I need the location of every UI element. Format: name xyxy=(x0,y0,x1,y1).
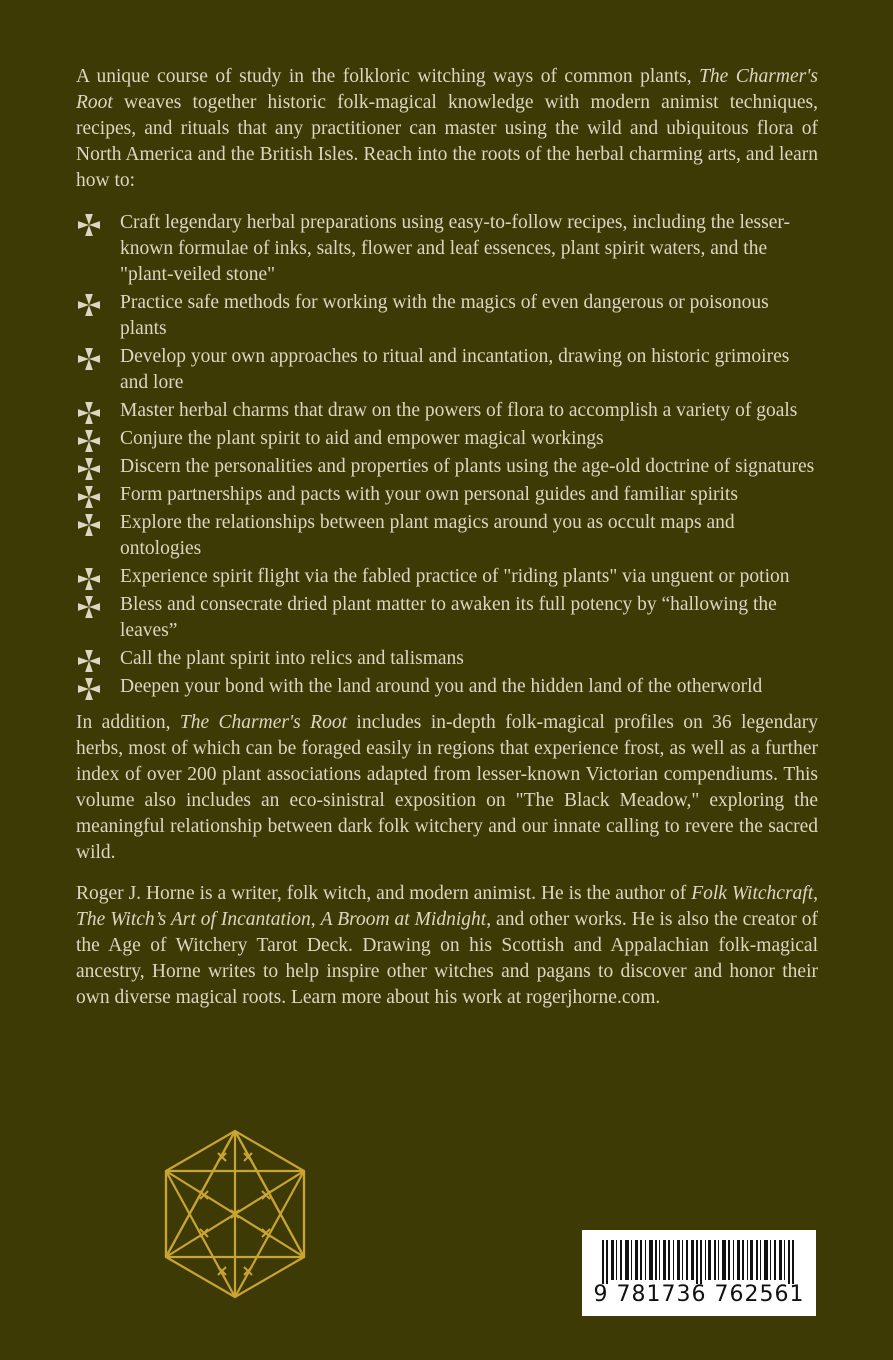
list-item: Explore the relationships between plant magics around you as occult maps and ontologies xyxy=(76,510,818,562)
cross-pattee-icon xyxy=(78,568,100,590)
list-item: Experience spirit flight via the fabled practice of "riding plants" via unguent or potion xyxy=(76,564,818,590)
list-item: Master herbal charms that draw on the powers of flora to accomplish a variety of goals xyxy=(76,398,818,424)
cross-pattee-icon xyxy=(78,294,100,316)
cross-pattee-icon xyxy=(78,348,100,370)
cross-pattee-icon xyxy=(78,486,100,508)
isbn-barcode xyxy=(582,1230,816,1316)
cross-pattee-icon xyxy=(78,678,100,700)
book-title: The Witch’s Art of Incantation xyxy=(76,909,311,930)
cross-pattee-icon xyxy=(78,650,100,672)
list-item: Call the plant spirit into relics and talismans xyxy=(76,646,818,672)
cross-pattee-icon xyxy=(78,458,100,480)
list-item: Form partnerships and pacts with your own personal guides and familiar spirits xyxy=(76,482,818,508)
book-title: The Charmer's Root xyxy=(76,66,818,113)
hexagon-star-emblem-icon xyxy=(160,1125,310,1303)
list-item: Bless and consecrate dried plant matter to awaken its full potency by “hallowing the leaves” xyxy=(76,592,818,644)
cross-pattee-icon xyxy=(78,596,100,618)
intro-paragraph: A unique course of study in the folkloric witching ways of common plants, The Charmer's Root weaves together historic folk-magical knowledge with modern animist techniques, recipes, and rituals that any practitioner can master using the wild and ubiquitous flora of North America and the British Isles. Reach into the roots of the herbal charming arts, and learn how to: xyxy=(76,66,818,191)
list-item: Develop your own approaches to ritual and incantation, drawing on historic grimoires and lore xyxy=(76,344,818,396)
learn-list xyxy=(76,210,818,700)
addition-paragraph: In addition, The Charmer's Root includes in-depth folk-magical profiles on 36 legendary herbs, most of which can be foraged easily in regions that experience frost, as well as a further index of over 200 plant associations adapted from lesser-known Victorian compendiums. This volume also includes an eco-sinistral exposition on "The Black Meadow," exploring the meaningful relationship between dark folk witchery and our innate calling to revere the sacred wild. xyxy=(76,712,818,863)
list-item: Craft legendary herbal preparations using easy-to-follow recipes, including the lesser-known formulae of inks, salts, flower and leaf essences, plant spirit waters, and the "plant-veiled stone" xyxy=(76,210,818,288)
back-cover-text xyxy=(76,64,818,1026)
isbn-number: 9 781736 762561 xyxy=(593,1282,805,1307)
book-title: A Broom at Midnight xyxy=(320,909,487,930)
list-item: Discern the personalities and properties of plants using the age-old doctrine of signatures xyxy=(76,454,818,480)
list-item: Deepen your bond with the land around you and the hidden land of the otherworld xyxy=(76,674,818,700)
list-item: Conjure the plant spirit to aid and empower magical workings xyxy=(76,426,818,452)
author-bio: Roger J. Horne is a writer, folk witch, and modern animist. He is the author of Folk Witchcraft, The Witch’s Art of Incantation, A Broom at Midnight, and other works. He is also the creator of the Age of Witchery Tarot Deck. Drawing on his Scottish and Appalachian folk-magical ancestry, Horne writes to help inspire other witches and pagans to discover and honor their own diverse magical roots. Learn more about his work at rogerjhorne.com. xyxy=(76,883,818,1008)
cross-pattee-icon xyxy=(78,402,100,424)
cross-pattee-icon xyxy=(78,514,100,536)
book-title: Folk Witchcraft xyxy=(691,883,814,904)
book-title: The Charmer's Root xyxy=(179,712,347,733)
list-item: Practice safe methods for working with the magics of even dangerous or poisonous plants xyxy=(76,290,818,342)
barcode-bars xyxy=(592,1240,806,1284)
cross-pattee-icon xyxy=(78,430,100,452)
cross-pattee-icon xyxy=(78,214,100,236)
